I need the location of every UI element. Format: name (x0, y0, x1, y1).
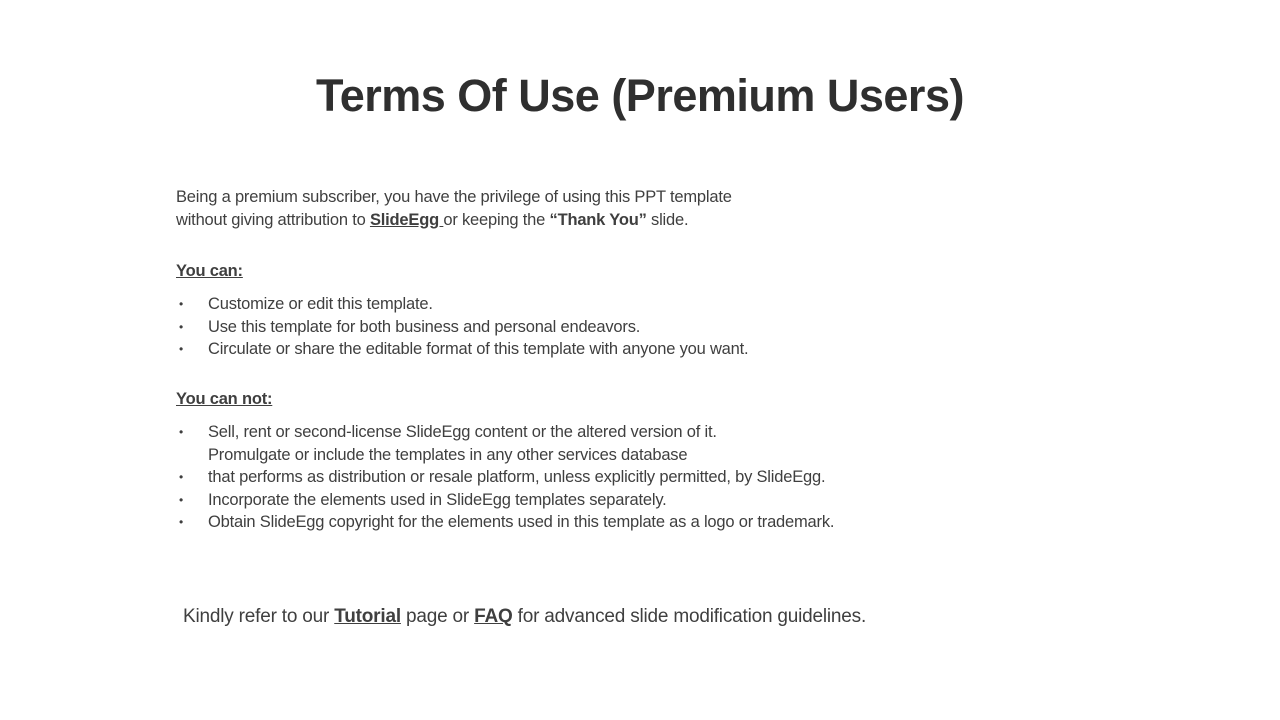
bullet-icon: • (179, 297, 184, 311)
list-item-text: Promulgate or include the templates in any other services database (208, 445, 688, 464)
list-item-text: Use this template for both business and personal endeavors. (208, 317, 641, 336)
list-item-text: Customize or edit this template. (208, 295, 433, 313)
list-item-text: Circulate or share the editable format of this template with anyone you want. (208, 340, 749, 358)
list-item (176, 511, 1136, 534)
list-item (176, 338, 1136, 361)
list-item (176, 466, 1136, 489)
intro-line-1: Being a premium subscriber, you have the privilege of using this PPT template (176, 188, 732, 206)
you-cannot-list (176, 421, 1136, 534)
you-cannot-heading: You can not: (176, 390, 273, 408)
list-item-text: that performs as distribution or resale platform, unless explicitly permitted, by SlideEgg. (208, 468, 826, 486)
list-item-text: Sell, rent or second-license SlideEgg content or the altered version of it. (208, 423, 717, 441)
bullet-icon: • (179, 492, 184, 507)
intro-line2-text: or keeping the (443, 211, 550, 229)
list-item-text: Obtain SlideEgg copyright for the elements used in this template as a logo or trademark. (208, 513, 835, 531)
intro-line2-text: without giving attribution to (176, 211, 370, 229)
intro-line2-text: slide. (646, 211, 689, 229)
bullet-icon: • (179, 470, 184, 484)
list-item-text: Incorporate the elements used in SlideEgg templates separately. (208, 490, 667, 509)
thank-you-emphasis: “Thank You” (549, 211, 647, 229)
list-item-continuation (176, 444, 1136, 467)
footer-text: page or (400, 606, 475, 627)
footer-text: Kindly refer to our (183, 606, 335, 627)
you-can-list (176, 293, 1136, 361)
list-item (176, 316, 1136, 339)
list-item (176, 421, 1136, 444)
page-title: Terms Of Use (Premium Users) (316, 70, 964, 121)
bullet-icon: • (179, 425, 184, 439)
bullet-icon: • (179, 319, 184, 334)
bullet-spacer (176, 444, 208, 467)
intro-paragraph (176, 186, 1076, 232)
bullet-icon: • (179, 342, 184, 356)
footer-text: for advanced slide modification guidelines. (512, 606, 867, 627)
you-can-heading: You can: (176, 262, 243, 280)
intro-line-2 (176, 209, 1076, 232)
slideegg-link[interactable]: SlideEgg (369, 211, 444, 229)
faq-link[interactable]: FAQ (474, 606, 513, 627)
list-item (176, 489, 1136, 512)
bullet-icon: • (179, 515, 184, 529)
tutorial-link[interactable]: Tutorial (334, 606, 401, 627)
footer-note (183, 605, 1183, 629)
list-item (176, 293, 1136, 316)
